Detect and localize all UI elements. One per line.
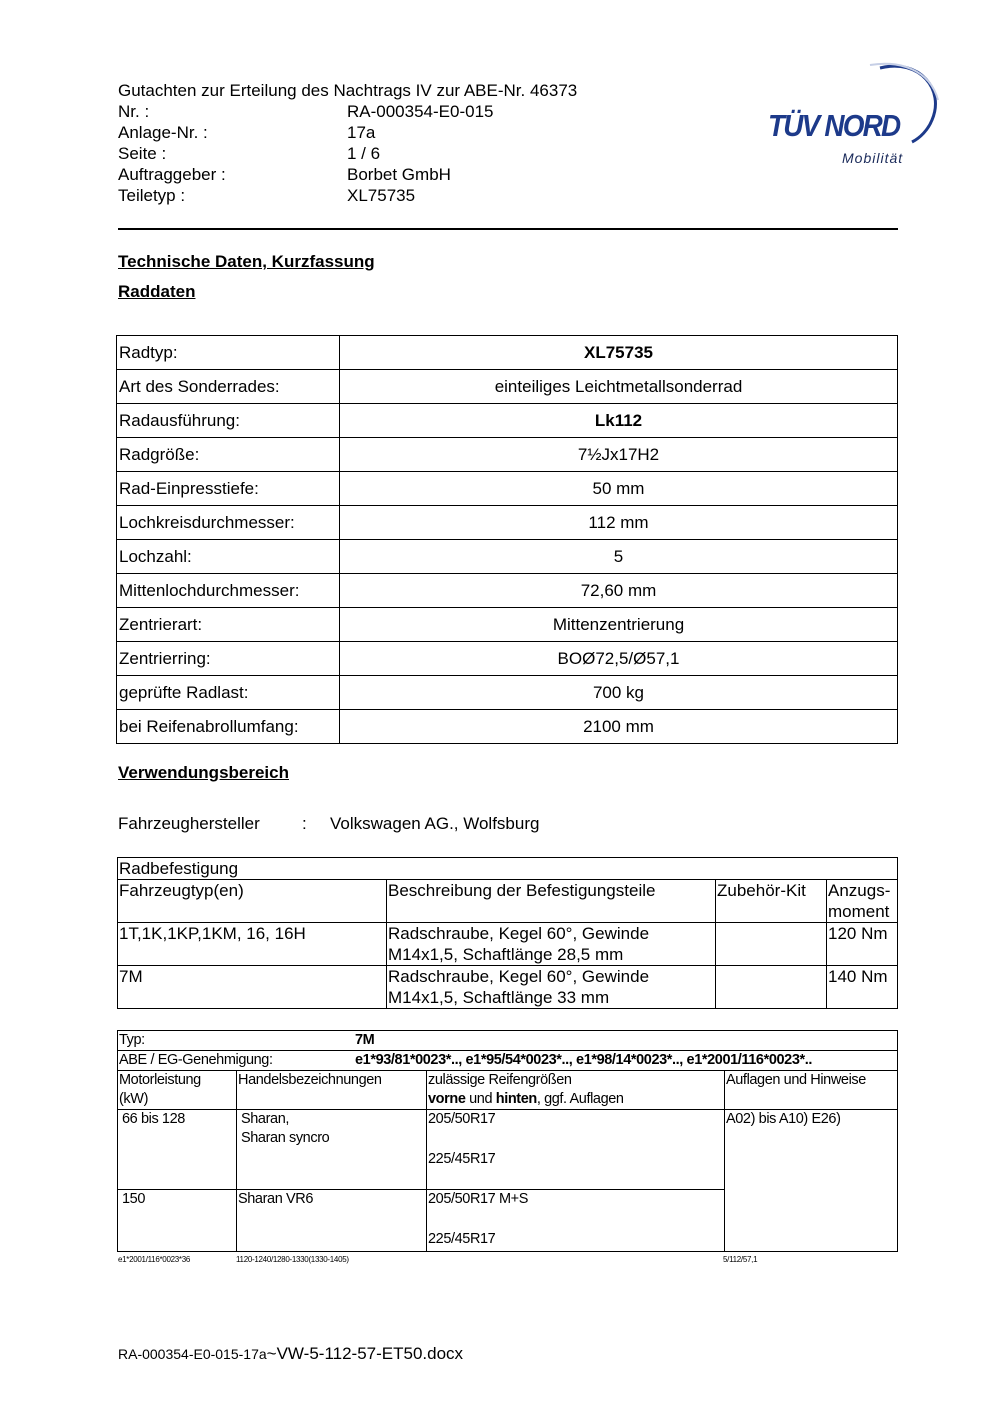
table-row: 150 Sharan VR6 205/50R17 M+S 225/45R17	[118, 1190, 898, 1252]
header-row-teiletyp: Teiletyp : XL75735	[118, 186, 416, 205]
typ-row: Typ: 7M	[118, 1031, 898, 1051]
table-header-row: Motorleistung (kW) Handelsbezeichnungen zulässige Reifengrößen vorne und hinten, ggf. Auflagen Auflagen und Hinweise	[118, 1071, 898, 1110]
section-verwendung: Verwendungsbereich	[118, 763, 289, 782]
fahrzeughersteller-line: Fahrzeughersteller : Volkswagen AG., Wolfsburg	[118, 814, 540, 833]
header-row-nr: Nr. : RA-000354-E0-015	[118, 102, 494, 121]
header-divider	[118, 228, 898, 230]
header-row-anlage: Anlage-Nr. : 17a	[118, 123, 376, 142]
footnote-lk: 5/112/57,1	[723, 1255, 758, 1264]
raddaten-table	[116, 335, 898, 744]
table-row: Rad-Einpresstiefe: 50 mm	[117, 472, 898, 506]
header-row-auftraggeber: Auftraggeber : Borbet GmbH	[118, 165, 451, 184]
document-header	[118, 80, 577, 206]
table-row: 1T,1K,1KP,1KM, 16, 16H Radschraube, Kegel 60°, Gewinde M14x1,5, Schaftlänge 28,5 mm 120 Nm	[118, 923, 898, 966]
footnote-abe: e1*2001/116*0023*36	[118, 1255, 191, 1264]
table-row: Zentrierart: Mittenzentrierung	[117, 608, 898, 642]
table-row: Art des Sonderrades: einteiliges Leichtmetallsonderrad	[117, 370, 898, 404]
table-row: Radausführung: Lk112	[117, 404, 898, 438]
document-title: Gutachten zur Erteilung des Nachtrags IV zur ABE-Nr. 46373	[118, 81, 578, 100]
table-header-row: Fahrzeugtyp(en) Beschreibung der Befestigungsteile Zubehör-Kit Anzugs- moment	[118, 880, 898, 923]
header-row-seite: Seite : 1 / 6	[118, 144, 381, 163]
tuv-nord-logo: TÜV NORD	[768, 108, 900, 143]
section-raddaten: Raddaten	[118, 282, 196, 301]
section-tech: Technische Daten, Kurzfassung	[118, 252, 375, 271]
befestigung-table	[117, 857, 898, 1009]
file-footer: RA-000354-E0-015-17a~VW-5-112-57-ET50.docx	[118, 1344, 464, 1363]
footnote-range: 1120-1240/1280-1330(1330-1405)	[236, 1255, 349, 1264]
table-row: geprüfte Radlast: 700 kg	[117, 676, 898, 710]
table-row: 7M Radschraube, Kegel 60°, Gewinde M14x1,5, Schaftlänge 33 mm 140 Nm	[118, 966, 898, 1009]
typ-table	[117, 1030, 898, 1252]
befestigung-title: Radbefestigung	[118, 858, 898, 880]
table-row: bei Reifenabrollumfang: 2100 mm	[117, 710, 898, 744]
table-row: Radgröße: 7½Jx17H2	[117, 438, 898, 472]
logo-subtitle: Mobilität	[842, 150, 904, 166]
table-row: Lochzahl: 5	[117, 540, 898, 574]
table-row: Radtyp: XL75735	[117, 336, 898, 370]
table-row: Mittenlochdurchmesser: 72,60 mm	[117, 574, 898, 608]
table-row: Lochkreisdurchmesser: 112 mm	[117, 506, 898, 540]
table-row: 66 bis 128 Sharan, Sharan syncro 205/50R17 225/45R17 A02) bis A10) E26)	[118, 1110, 898, 1190]
abe-row: ABE / EG-Genehmigung: e1*93/81*0023*.., e1*95/54*0023*.., e1*98/14*0023*.., e1*2001/116*0023*..	[118, 1051, 898, 1071]
table-row: Zentrierring: BOØ72,5/Ø57,1	[117, 642, 898, 676]
